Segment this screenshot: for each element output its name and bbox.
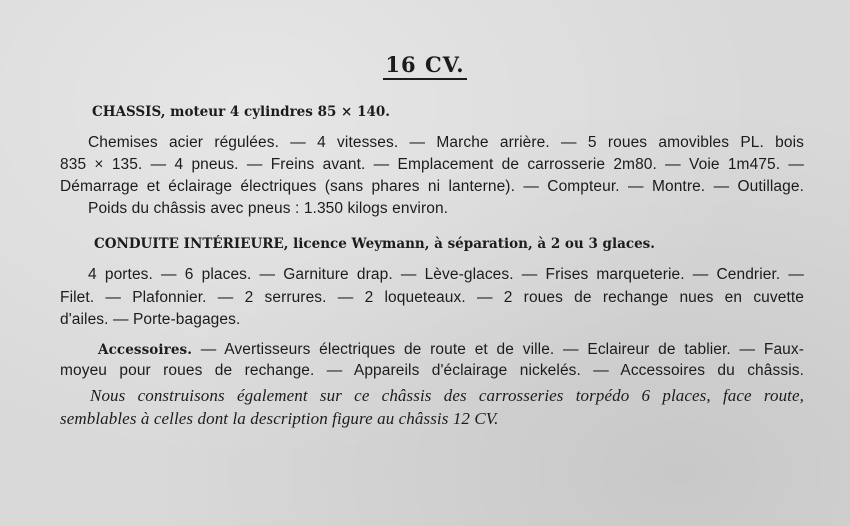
accessoires-label: Accessoires. — [98, 342, 193, 358]
conduite-line-1: 4 portes. — 6 places. — Garniture drap. — Lève-glaces. — Frises marqueterie. — Cendrier. — — [88, 266, 804, 283]
chassis-heading: CHASSIS, moteur 4 cylindres 85 × 140. — [92, 104, 390, 120]
conduite-line-3: d'ailes. — Porte-bagages. — [60, 311, 241, 328]
accessoires-line-2: moyeu pour roues de rechange. — Appareils d'éclairage nickelés. — Accessoires du châssis. — [60, 362, 804, 379]
conduite-line-2: Filet. — Plafonnier. — 2 serrures. — 2 loqueteaux. — 2 roues de rechange nues en cuvette — [60, 289, 804, 306]
chassis-weight: Poids du châssis avec pneus : 1.350 kilogs environ. — [88, 200, 449, 217]
chassis-line-2: 835 × 135. — 4 pneus. — Freins avant. — Emplacement de carrosserie 2m80. — Voie 1m475. — — [60, 156, 804, 173]
note-line-1: Nous construisons également sur ce châssis des carrosseries torpédo 6 places, face route, — [90, 386, 804, 405]
conduite-heading: CONDUITE INTÉRIEURE, licence Weymann, à séparation, à 2 ou 3 glaces. — [94, 236, 655, 252]
page-title — [0, 52, 850, 80]
accessoires-line-1 — [98, 341, 804, 359]
page-title-text: 16 CV. — [383, 52, 466, 80]
accessoires-line-1-text: — Avertisseurs électriques de route et de ville. — Eclaireur de tablier. — Faux- — [192, 341, 804, 358]
note-line-2: semblables à celles dont la description figure au châssis 12 CV. — [60, 409, 499, 428]
chassis-line-3: Démarrage et éclairage électriques (sans phares ni lanterne). — Compteur. — Montre. — Outillage. — [60, 178, 804, 195]
chassis-line-1: Chemises acier régulées. — 4 vitesses. — Marche arrière. — 5 roues amovibles PL. bois — [88, 134, 804, 151]
